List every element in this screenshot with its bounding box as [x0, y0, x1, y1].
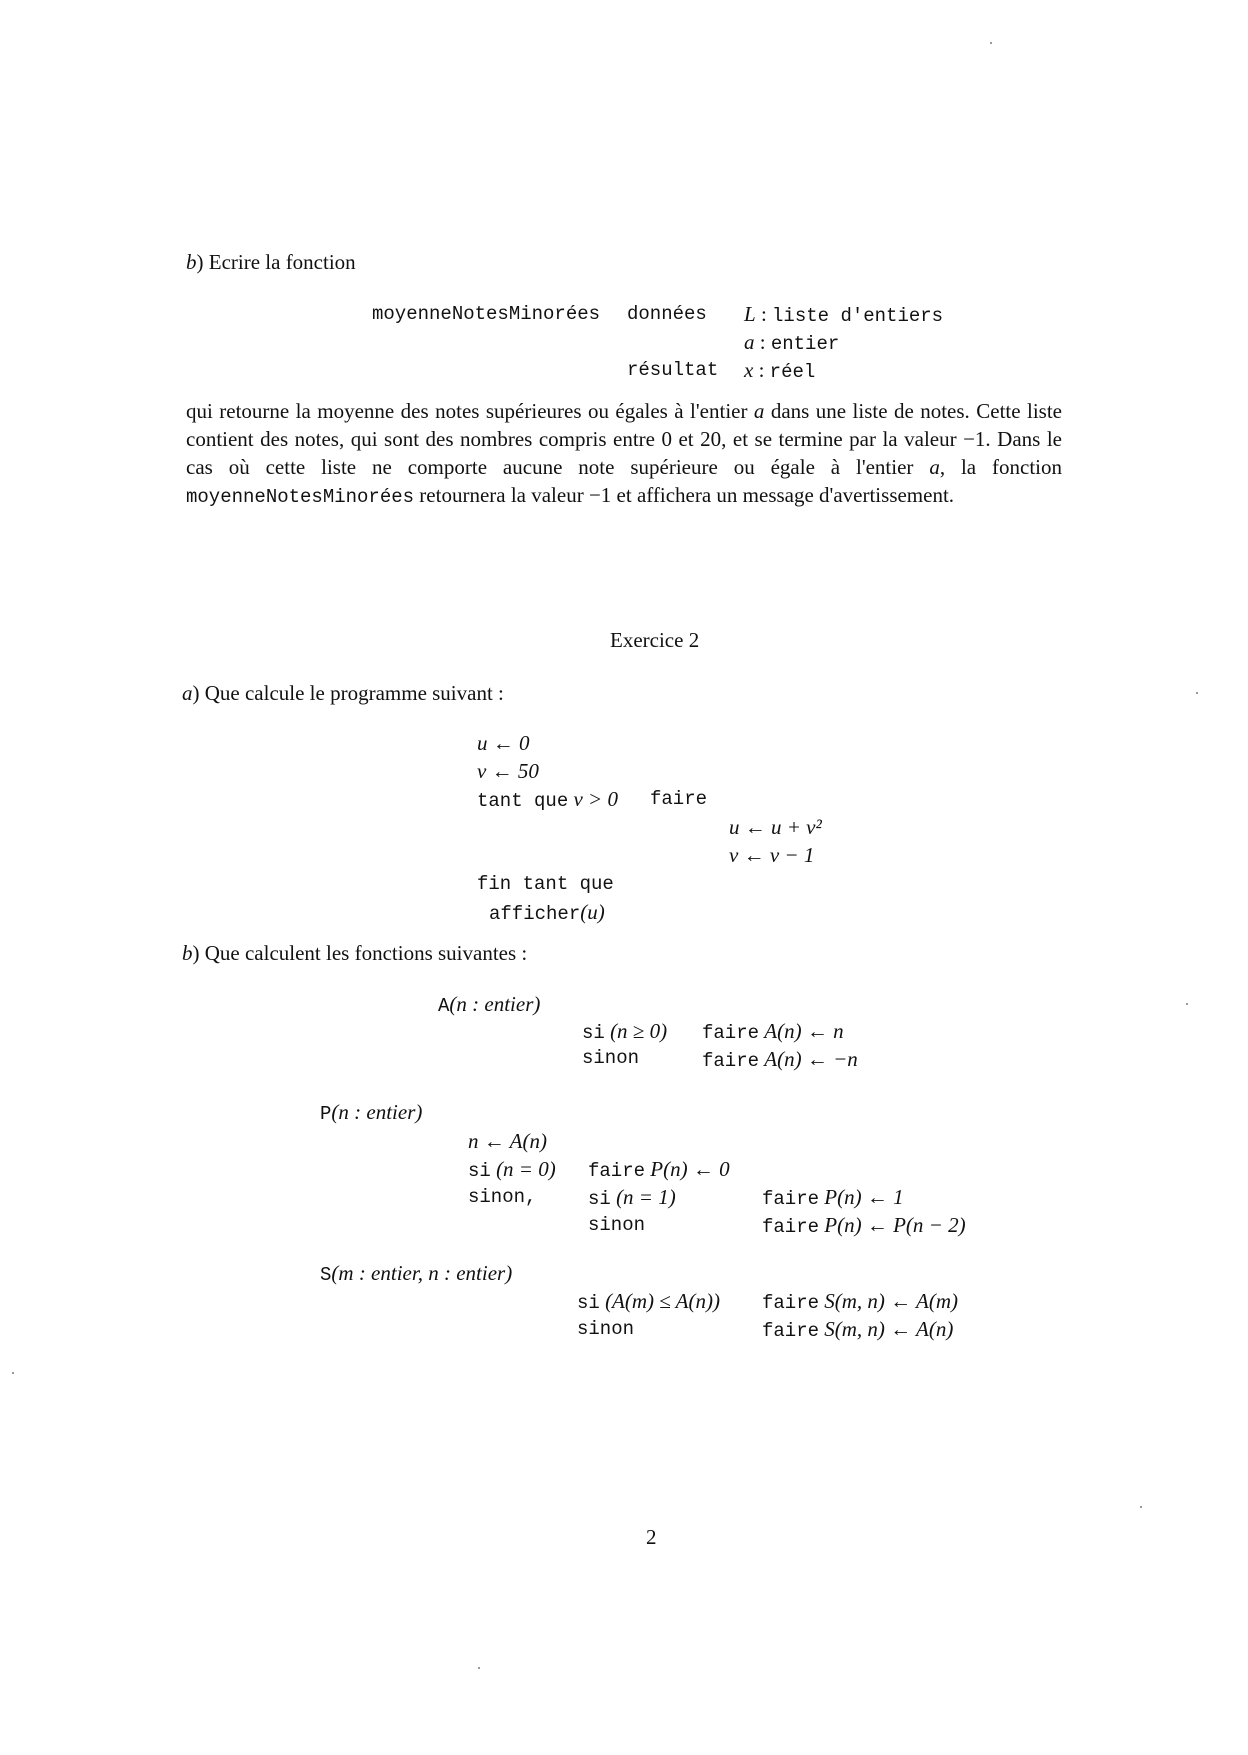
- program-do-keyword: faire: [650, 788, 708, 810]
- func-p-inner-else: sinon: [588, 1214, 646, 1236]
- func-s-if-action: faire S(m, n) ← A(m): [762, 1289, 959, 1314]
- scan-speck: [1140, 1506, 1142, 1508]
- program-body-2: v ← v − 1: [729, 843, 815, 867]
- func-p-if: si (n = 0): [468, 1157, 556, 1182]
- param1-var: L: [744, 302, 756, 326]
- program-body-1: u ← u + v²: [729, 815, 822, 839]
- program-end-while: fin tant que: [477, 873, 614, 895]
- scan-speck: [1186, 1003, 1188, 1005]
- page-number: 2: [646, 1525, 657, 1549]
- func-a-else-action: faire A(n) ← −n: [702, 1047, 858, 1072]
- signature-resultat-label: résultat: [627, 359, 719, 381]
- param2-type: entier: [770, 333, 840, 355]
- part-b-label: b: [186, 250, 197, 274]
- scan-speck: [990, 42, 992, 44]
- scan-speck: [478, 1667, 480, 1669]
- part-a-label: a: [182, 681, 193, 705]
- func-p-inner-else-action: faire P(n) ← P(n − 2): [762, 1213, 966, 1238]
- part-b2-text: ) Que calculent les fonctions suivantes :: [192, 941, 528, 965]
- scan-speck: [12, 1372, 14, 1374]
- func-p-else: sinon,: [468, 1186, 537, 1208]
- func-a-else: sinon: [582, 1047, 640, 1069]
- part-b-heading: [186, 252, 356, 273]
- part-a-text: ) Que calcule le programme suivant :: [192, 681, 504, 705]
- func-p-signature: P(n : entier): [320, 1100, 423, 1125]
- func-a-signature: A(n : entier): [438, 992, 541, 1017]
- func-p-inner-if-action: faire P(n) ← 1: [762, 1185, 904, 1210]
- program-line-1: u ← 0: [477, 731, 530, 755]
- func-p-inner-if: si (n = 1): [588, 1185, 676, 1210]
- func-s-if: si (A(m) ≤ A(n)): [577, 1289, 720, 1314]
- print-arg: (u): [580, 900, 605, 924]
- exercise-title: Exercice 2: [610, 628, 700, 652]
- func-s-else: sinon: [577, 1318, 635, 1340]
- program-print: [489, 902, 605, 924]
- while-keyword: tant que: [477, 790, 569, 812]
- func-p-assign: n ← A(n): [468, 1129, 547, 1153]
- print-keyword: afficher: [489, 903, 581, 925]
- func-s-signature: S(m : entier, n : entier): [320, 1261, 513, 1286]
- part-a-heading: [182, 683, 504, 704]
- result-type: réel: [769, 361, 816, 383]
- part-b2-heading: [182, 943, 527, 964]
- part-b-text: ) Ecrire la fonction: [196, 250, 356, 274]
- program-while: [477, 789, 618, 811]
- part-b2-label: b: [182, 941, 193, 965]
- while-condition: v > 0: [573, 787, 618, 811]
- program-line-2: v ← 50: [477, 759, 539, 783]
- result-var: x: [744, 358, 754, 382]
- description-paragraph: qui retourne la moyenne des notes supérieures ou égales à l'entier a dans une liste de notes. Cette liste contient des notes, qui sont des nombres compris entre 0 et 20, et se termine par la valeur −1. Dans le cas où cette liste ne comporte aucune note supérieure ou égale à l'entier a, la fonction moyenneNotesMinorées retournera la valeur −1 et affichera un message d'avertissement.: [186, 399, 1062, 508]
- description-code: moyenneNotesMinorées: [186, 486, 415, 508]
- signature-param1: L : liste d'entiers: [744, 302, 944, 327]
- param1-type: liste d'entiers: [772, 305, 944, 327]
- signature-donnees-label: données: [627, 303, 707, 325]
- func-a-if-action: faire A(n) ← n: [702, 1019, 844, 1044]
- func-p-if-action: faire P(n) ← 0: [588, 1157, 730, 1182]
- func-a-if: si (n ≥ 0): [582, 1019, 668, 1044]
- signature-result: x : réel: [744, 358, 816, 383]
- func-s-else-action: faire S(m, n) ← A(n): [762, 1317, 954, 1342]
- signature-function-name: moyenneNotesMinorées: [372, 303, 601, 325]
- param2-var: a: [744, 330, 755, 354]
- signature-param2: a : entier: [744, 330, 840, 355]
- scan-speck: [1196, 692, 1198, 694]
